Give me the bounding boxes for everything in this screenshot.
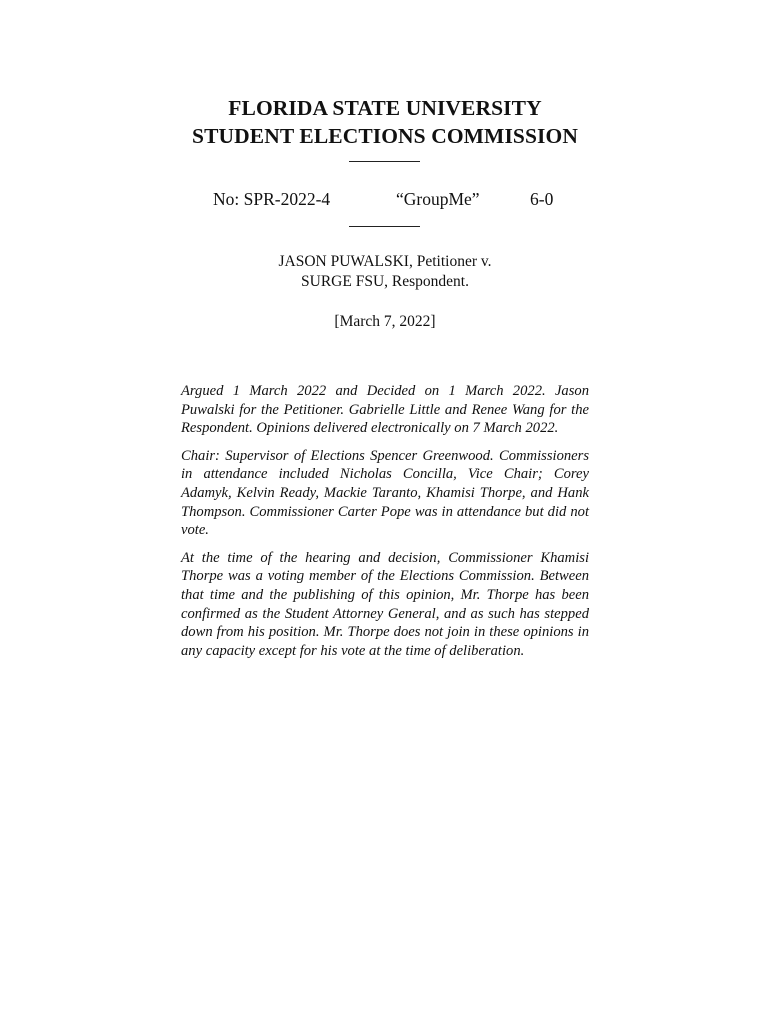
title-commission: STUDENT ELECTIONS COMMISSION xyxy=(192,124,578,148)
paragraph-argued: Argued 1 March 2022 and Decided on 1 March 2022. Jason Puwalski for the Petitioner. Gabrielle Little and Renee Wang for the Respondent. Opinions delivered electronically on 7 March 2022. xyxy=(181,383,589,437)
case-number: No: SPR-2022-4 xyxy=(213,189,331,209)
case-name: “GroupMe” xyxy=(396,189,480,209)
paragraph-thorpe-note: At the time of the hearing and decision, Commissioner Khamisi Thorpe was a voting member of the Elections Commission. Between that time and the publishing of this opinion, Mr. Thorpe has been confirmed as the Student Attorney General, and as such has stepped down from his position. Mr. Thorpe does not join in these opinions in any capacity except for his vote at the time of deliberation. xyxy=(181,549,589,659)
parties-block xyxy=(0,252,770,292)
title-divider xyxy=(349,161,420,162)
respondent-name: SURGE FSU xyxy=(301,273,385,290)
opinion-summary xyxy=(181,382,589,669)
decision-date: [March 7, 2022] xyxy=(334,313,436,330)
respondent-role: , Respondent. xyxy=(384,273,469,290)
paragraph-commissioners: Chair: Supervisor of Elections Spencer Greenwood. Commissioners in attendance included Nicholas Concilla, Vice Chair; Corey Adamyk, Kelvin Ready, Mackie Taranto, Khamisi Thorpe, and Hank Thompson. Commissioner Carter Pope was in attendance but did not vote. xyxy=(181,447,589,539)
petitioner-line: JASON PUWALSKI, Petitioner v. xyxy=(278,253,492,270)
respondent-line xyxy=(0,272,770,292)
title-university: FLORIDA STATE UNIVERSITY xyxy=(228,96,542,120)
document-title xyxy=(0,94,770,150)
case-divider xyxy=(349,226,420,227)
case-vote: 6-0 xyxy=(530,189,554,209)
